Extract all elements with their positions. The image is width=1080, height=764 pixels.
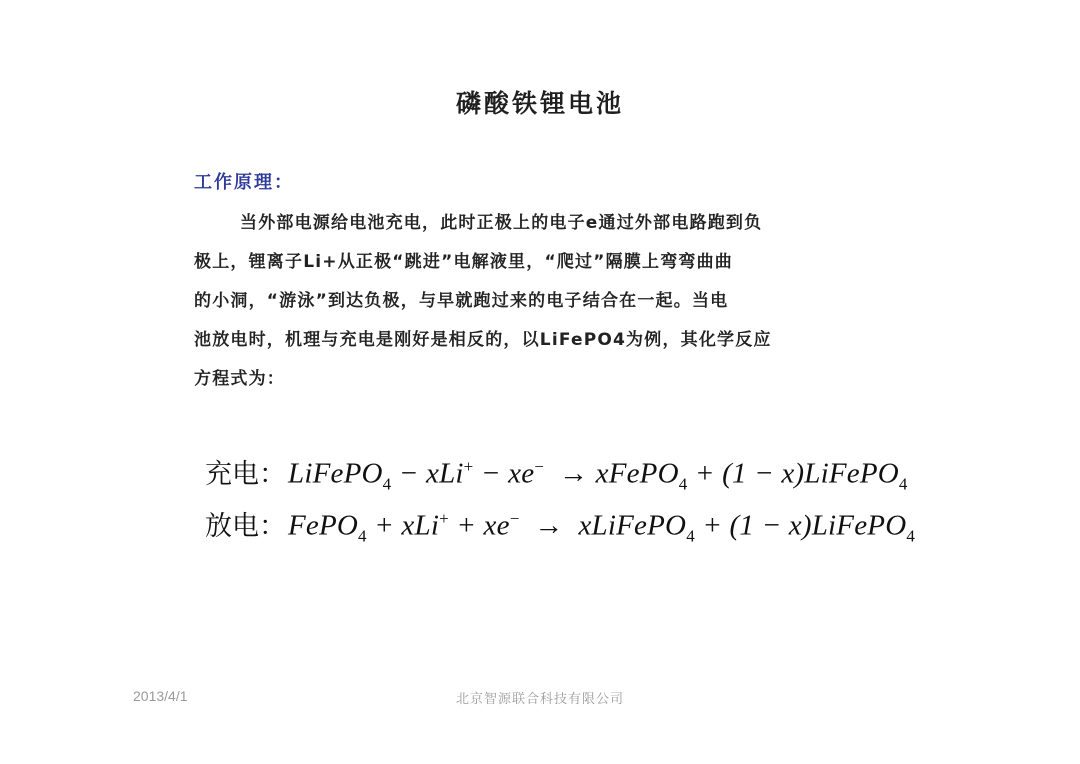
discharge-label: 放电：	[205, 511, 286, 542]
paragraph-line: 的小洞，“游泳”到达负极，与早就跑过来的电子结合在一起。当电	[194, 291, 729, 311]
paragraph-line: 当外部电源给电池充电，此时正极上的电子e通过外部电路跑到负	[240, 213, 763, 233]
footer-company: 北京智源联合科技有限公司	[455, 692, 624, 707]
charge-label: 充电：	[205, 459, 286, 490]
paragraph-line: 极上，锂离子Li+从正极“跳进”电解液里，“爬过”隔膜上弯弯曲曲	[194, 252, 733, 272]
section-heading: 工作原理：	[194, 172, 294, 193]
equation-block	[205, 452, 925, 556]
page-title: 磷酸铁锂电池	[455, 89, 624, 118]
charge-equation	[205, 452, 925, 504]
footer-date: 2013/4/1	[133, 688, 188, 704]
discharge-expression: FePO$_4$ + xLi+ + xe− → xLiFePO$_4$ + (1 − x)LiFePO$_4$	[288, 509, 916, 546]
discharge-equation	[205, 504, 925, 556]
body-paragraph	[194, 204, 906, 399]
paragraph-line: 池放电时，机理与充电是刚好是相反的，以LiFePO4为例，其化学反应	[194, 330, 772, 350]
paragraph-line: 方程式为：	[194, 369, 285, 389]
charge-expression: LiFePO$_4$ − xLi+ − xe− → xFePO$_4$ + (1 − x)LiFePO$_4$	[288, 457, 908, 494]
